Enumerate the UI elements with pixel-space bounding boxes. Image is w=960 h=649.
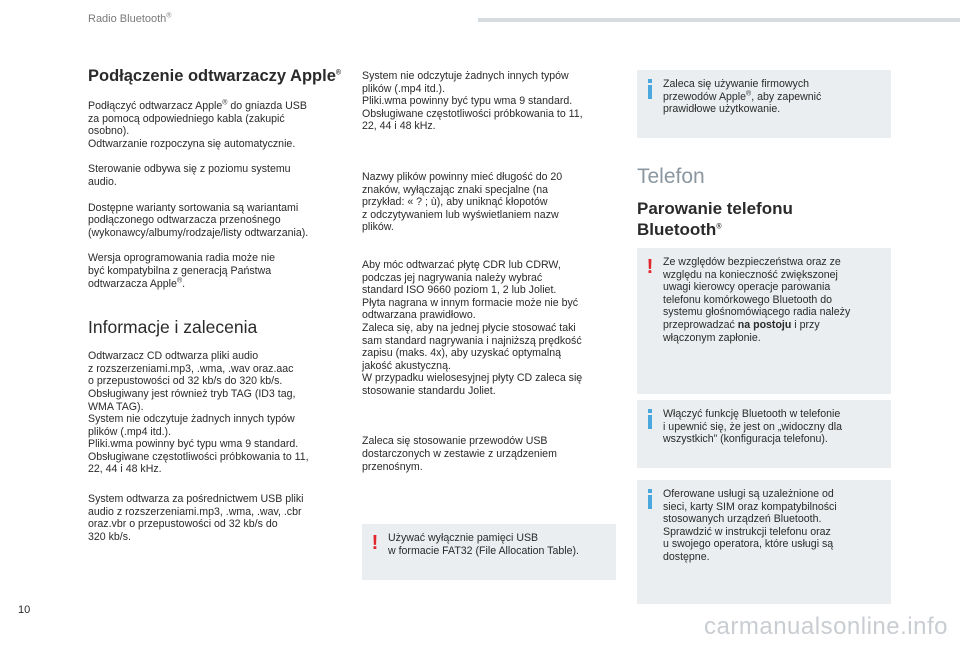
column-1 bbox=[88, 66, 350, 543]
paragraph: System odtwarza za pośrednictwem USB pliki audio z rozszerzeniami.mp3, .wma, .wav, .cbr oraz.vbr o przepustowości od 32 kb/s do 320 kb/s. bbox=[88, 493, 304, 543]
info-icon bbox=[644, 489, 656, 509]
info-text: Zaleca się używanie firmowych przewodów Apple®, aby zapewnić prawidłowe użytkowanie. bbox=[663, 78, 822, 116]
warning-text: Ze względów bezpieczeństwa oraz ze względu na konieczność zwiększonej uwagi kierowcy operacje parowania telefonu komórkowego Bluetooth do systemu głośnomówiącego radia należy przeprowadzać na postoju i przy włączonym zapłonie. bbox=[663, 256, 851, 344]
info-box-bluetooth bbox=[637, 400, 891, 468]
paragraph: Podłączyć odtwarzacz Apple® do gniazda USB za pomocą odpowiedniego kabla (zakupić osobno). Odtwarzanie rozpoczyna się automatycznie. bbox=[88, 99, 307, 150]
paragraph: System nie odczytuje żadnych innych typów plików (.mp4 itd.). Pliki.wma powinny być typu wma 9 standard. Obsługiwane częstotliwości próbkowania to 11, 22, 44 i 48 kHz. bbox=[362, 70, 583, 133]
section-title-info: Informacje i zalecenia bbox=[88, 317, 258, 338]
warning-icon: ! bbox=[371, 532, 379, 554]
section-title-apple: Podłączenie odtwarzaczy Apple® bbox=[88, 67, 342, 85]
paragraph: Odtwarzacz CD odtwarza pliki audio z rozszerzeniami.mp3, .wma, .wav oraz.aac o przepustowości od 32 kb/s do 320 kb/s. Obsługiwany jest również tryb TAG (ID3 tag, WMA TAG). System nie odczytuje żadnych innych typów plików (.mp4 itd.). Pliki.wma powinny być typu wma 9 standard. Obsługiwane częstotliwości próbkowania to 11, 22, 44 i 48 kHz. bbox=[88, 350, 309, 476]
warning-text: Używać wyłącznie pamięci USB w formacie FAT32 (File Allocation Table). bbox=[388, 532, 579, 557]
watermark: carmanualsonline.info bbox=[704, 613, 948, 640]
warning-box-safety bbox=[637, 248, 891, 394]
paragraph: Wersja oprogramowania radia może nie być kompatybilna z generacją Państwa odtwarzacza Apple®. bbox=[88, 252, 276, 290]
header-label: Radio Bluetooth® bbox=[88, 12, 172, 25]
info-box-apple-cables bbox=[637, 70, 891, 138]
column-2 bbox=[362, 70, 620, 473]
info-box-services bbox=[637, 480, 891, 604]
paragraph: Sterowanie odbywa się z poziomu systemu audio. bbox=[88, 163, 291, 188]
paragraph: Nazwy plików powinny mieć długość do 20 znaków, wyłączając znaki specjalne (na przykład: « ? ; ù), aby uniknąć kłopotów z odczytywaniem lub wyświetlaniem nazw plików. bbox=[362, 170, 563, 234]
page-number: 10 bbox=[18, 604, 31, 616]
paragraph: Zaleca się stosowanie przewodów USB dostarczonych w zestawie z urządzeniem przenośnym. bbox=[362, 435, 557, 473]
info-icon bbox=[644, 409, 656, 429]
warning-icon: ! bbox=[646, 256, 654, 278]
paragraph: Aby móc odtwarzać płytę CDR lub CDRW, podczas jej nagrywania należy wybrać standard ISO 9660 poziom 1, 2 lub Joliet. Płyta nagrana w innym formacie może nie być odtwarzana prawidłowo. Zaleca się, aby na jednej płycie stosować taki sam standard nagrywania i najniższą prędkość zapisu (maks. 4x), aby uzyskać optymalną jakość akustyczną. W przypadku wielosesyjnej płyty CD zaleca się stosowanie standardu Joliet. bbox=[362, 258, 583, 397]
paragraph: Dostępne warianty sortowania są wariantami podłączonego odtwarzacza przenośnego (wykonawcy/albumy/rodzaje/listy odtwarzania). bbox=[88, 201, 309, 239]
section-title-telefon: Telefon bbox=[637, 165, 705, 188]
header-bar bbox=[478, 18, 960, 22]
info-text: Oferowane usługi są uzależnione od sieci, karty SIM oraz kompatybilności stosowanych urządzeń Bluetooth. Sprawdzić w instrukcji telefonu oraz u swojego operatora, które usługi są dostępne. bbox=[663, 488, 837, 563]
info-icon bbox=[644, 79, 656, 99]
info-text: Włączyć funkcję Bluetooth w telefonie i upewnić się, że jest on „widoczny dla wszystkich” (konfiguracja telefonu). bbox=[663, 408, 843, 446]
warning-box-usb bbox=[362, 524, 616, 580]
subtitle-pairing: Parowanie telefonu Bluetooth® bbox=[637, 199, 793, 239]
